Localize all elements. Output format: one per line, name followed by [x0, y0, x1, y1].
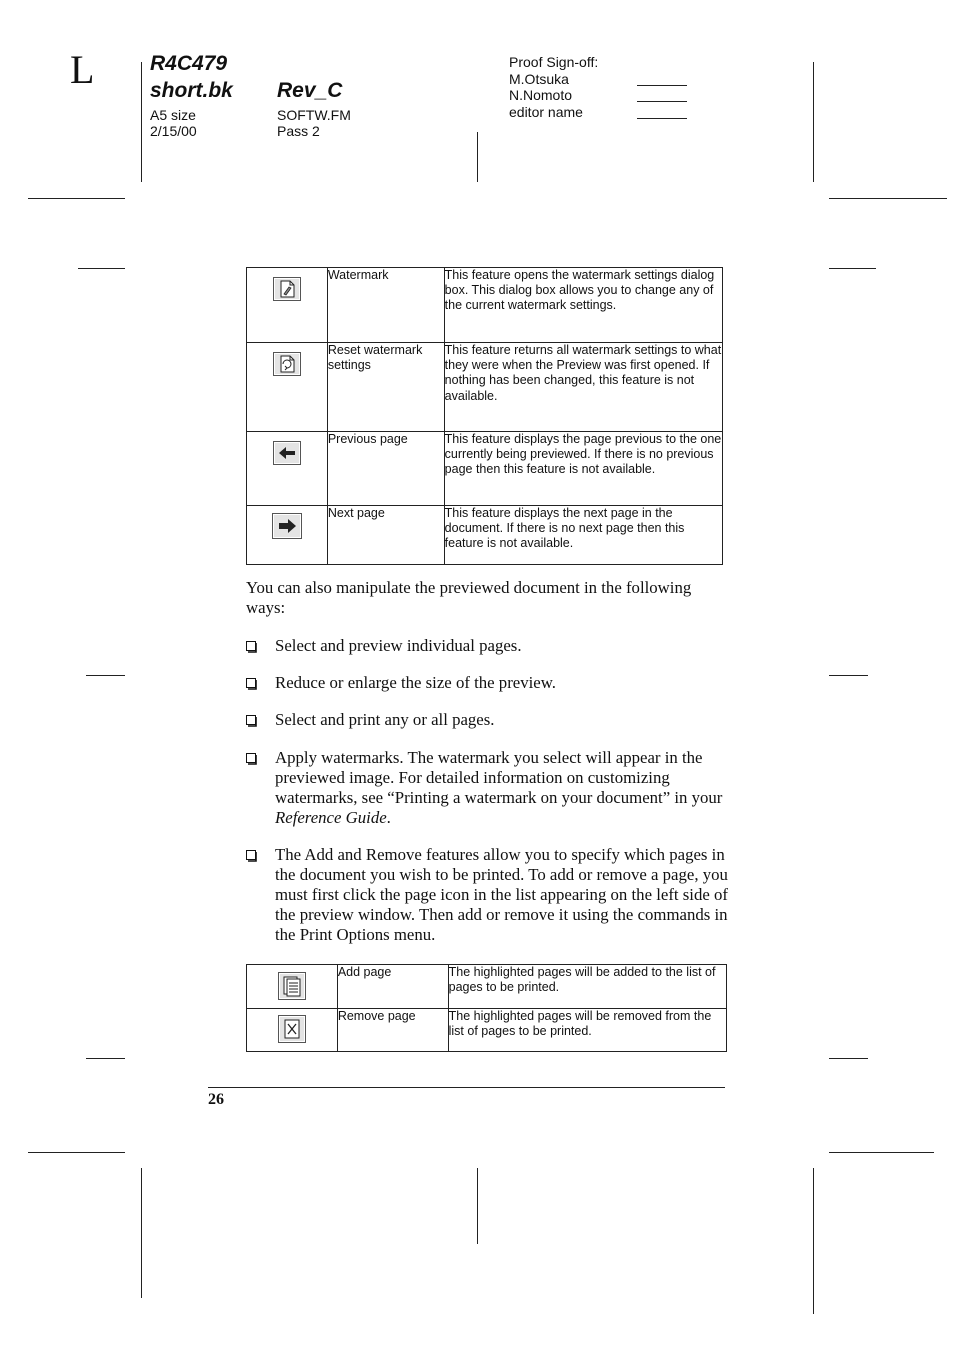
icon-cell: [247, 506, 328, 565]
feature-description: This feature opens the watermark settings dialog box. This dialog box allows you to change any of the current watermark settings.: [444, 268, 722, 343]
icon-cell: [247, 965, 338, 1009]
feature-name: Remove page: [337, 1009, 448, 1052]
crop-mark: [829, 268, 876, 269]
table-row: [247, 506, 723, 565]
feature-name: Watermark: [327, 268, 444, 343]
crop-mark: [829, 1058, 868, 1059]
crop-mark: [78, 268, 125, 269]
bullet-item: The Add and Remove features allow you to specify which pages in the document you wish to be printed. To add or remove a page, you must first click the page icon in the list appearing on the left side of the preview window. Then add or remove it using the commands in the Print Options menu.: [275, 845, 728, 944]
crop-mark: [477, 1168, 478, 1244]
bullet-item: Select and print any or all pages.: [275, 710, 495, 729]
arrow-right-icon: [272, 513, 302, 543]
icon-cell: [247, 1009, 338, 1052]
feature-name: Next page: [327, 506, 444, 565]
remove-page-icon: [278, 1015, 306, 1047]
checkbox-bullet-icon: [246, 678, 260, 690]
crop-mark: [829, 675, 868, 676]
bullet-item: Select and preview individual pages.: [275, 636, 522, 655]
bullet-text: Apply watermarks. The watermark you select will appear in the previewed image. For detailed information on customizing watermarks, see “Printing a watermark on your document” in your: [275, 748, 723, 807]
checkbox-bullet-icon: [246, 850, 260, 862]
side-mark: L: [70, 47, 95, 92]
book-name: short.bk: [150, 79, 233, 102]
add-page-icon: [278, 972, 306, 1004]
feature-table-preview: [246, 267, 723, 565]
feature-table-pages: [246, 964, 727, 1052]
feature-name: Previous page: [327, 432, 444, 506]
crop-mark: [813, 1168, 814, 1314]
feature-description: This feature returns all watermark settings to what they were when the Preview was first opened. If nothing has been changed, this feature is not available.: [444, 343, 722, 432]
icon-cell: [247, 343, 328, 432]
crop-mark: [86, 1058, 125, 1059]
checkbox-bullet-icon: [246, 715, 260, 727]
crop-mark: [28, 1152, 125, 1153]
intro-paragraph: You can also manipulate the previewed document in the following ways:: [246, 578, 692, 617]
feature-description: The highlighted pages will be added to the list of pages to be printed.: [448, 965, 726, 1009]
crop-mark: [141, 62, 142, 182]
page-number: 26: [208, 1091, 224, 1108]
reference-guide-title: Reference Guide: [275, 808, 387, 827]
watermark-icon: [273, 277, 301, 305]
crop-mark: [829, 198, 947, 199]
signature-line: [637, 85, 687, 86]
crop-mark: [477, 132, 478, 182]
footer-rule: [208, 1087, 725, 1088]
proof-title: Proof Sign-off:: [509, 54, 599, 70]
table-row: [247, 1009, 727, 1052]
feature-description: The highlighted pages will be removed from the list of pages to be printed.: [448, 1009, 726, 1052]
signer-name: M.Otsuka: [509, 71, 569, 87]
signer-name: N.Nomoto: [509, 87, 573, 103]
crop-mark: [86, 675, 125, 676]
table-row: [247, 432, 723, 506]
feature-description: This feature displays the next page in the document. If there is no next page then this feature is not available.: [444, 506, 722, 565]
checkbox-bullet-icon: [246, 641, 260, 653]
page-size: A5 size: [150, 107, 196, 123]
arrow-left-icon: [273, 441, 301, 469]
table-row: [247, 965, 727, 1009]
bullet-text-end: .: [386, 808, 391, 827]
file-name: SOFTW.FM: [277, 107, 351, 123]
table-row: [247, 268, 723, 343]
signature-line: [637, 101, 687, 102]
revision: Rev_C: [277, 79, 343, 102]
crop-mark: [813, 62, 814, 182]
feature-name: Reset watermark settings: [327, 343, 444, 432]
date: 2/15/00: [150, 123, 197, 139]
crop-mark: [141, 1168, 142, 1298]
bullet-item: [275, 748, 735, 828]
feature-name: Add page: [337, 965, 448, 1009]
bullet-item: Reduce or enlarge the size of the preview.: [275, 673, 556, 692]
signer-name: editor name: [509, 104, 583, 120]
icon-cell: [247, 268, 328, 343]
signature-line: [637, 118, 687, 119]
crop-mark: [28, 198, 125, 199]
checkbox-bullet-icon: [246, 753, 260, 765]
doc-code: R4C479: [150, 52, 228, 75]
crop-mark: [829, 1152, 934, 1153]
icon-cell: [247, 432, 328, 506]
feature-description: This feature displays the page previous to the one currently being previewed. If there is no previous page then this feature is not available.: [444, 432, 722, 506]
reset-watermark-icon: [273, 352, 301, 380]
table-row: [247, 343, 723, 432]
pass-label: Pass 2: [277, 123, 320, 139]
